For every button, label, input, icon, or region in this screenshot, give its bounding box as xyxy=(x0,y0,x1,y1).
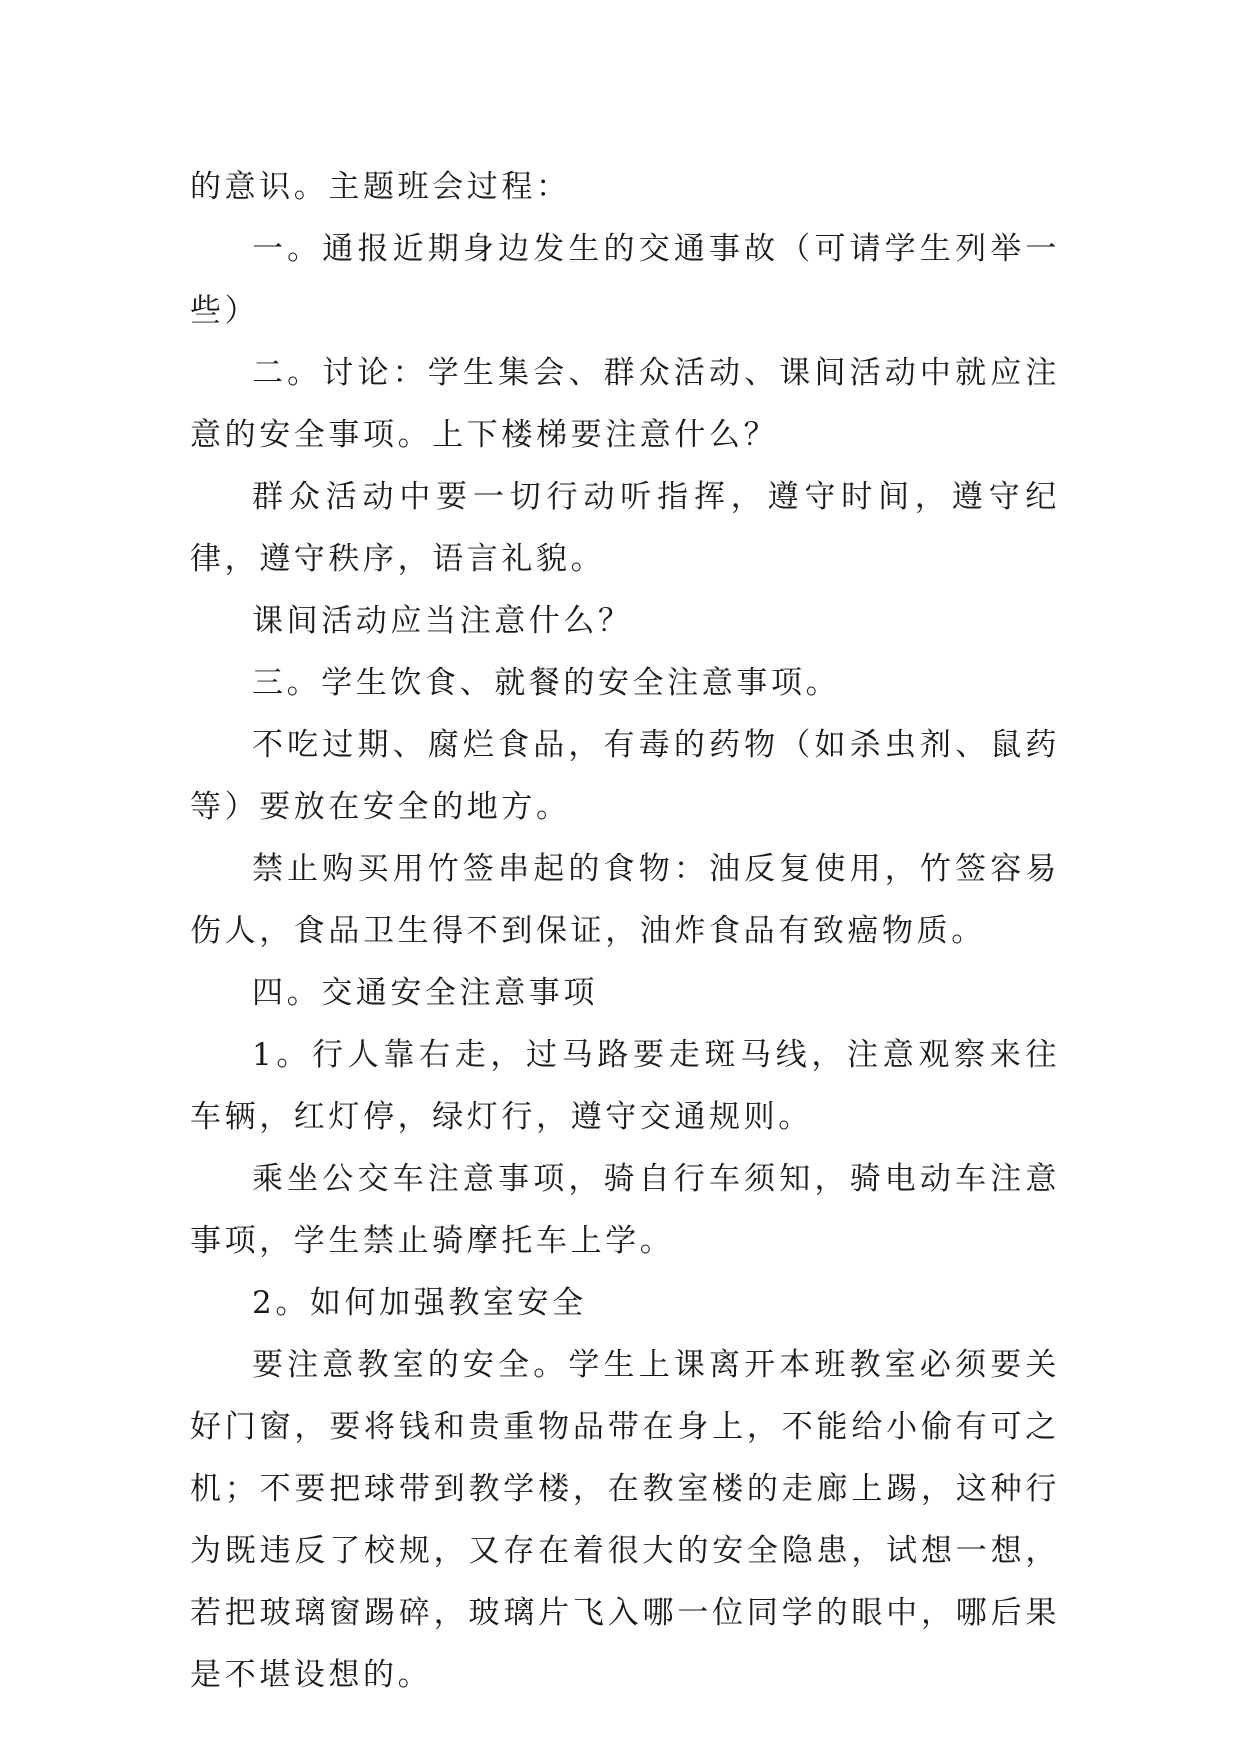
paragraph-item-three: 三。学生饮食、就餐的安全注意事项。 xyxy=(252,665,841,701)
paragraph-item-one: 一。通报近期身边发生的交通事故（可请学生列举一些） xyxy=(190,231,1060,329)
paragraph-classroom-heading: 2。如何加强教室安全 xyxy=(252,1285,587,1321)
paragraph-item-four: 四。交通安全注意事项 xyxy=(252,975,598,1011)
paragraph-classroom-safety: 要注意教室的安全。学生上课离开本班教室必须要关好门窗，要将钱和贵重物品带在身上，不能给小偷有可之机；不要把球带到教学楼，在教室楼的走廊上踢，这种行为既违反了校规，又存在着很大的安全隐患，试想一想，若把玻璃窗踢碎，玻璃片飞入哪一位同学的眼中，哪后果是不堪设想的。 xyxy=(190,1347,1060,1693)
paragraph-food-safety: 不吃过期、腐烂食品，有毒的药物（如杀虫剂、鼠药等）要放在安全的地方。 xyxy=(190,727,1060,825)
paragraph-continuation: 的意识。主题班会过程： xyxy=(190,169,571,205)
paragraph-bamboo-skewers: 禁止购买用竹签串起的食物：油反复使用，竹签容易伤人，食品卫生得不到保证，油炸食品有致癌物质。 xyxy=(190,851,1060,949)
paragraph-break-activities: 课间活动应当注意什么？ xyxy=(252,603,633,639)
document-body xyxy=(190,156,1060,1706)
paragraph-item-two: 二。讨论：学生集会、群众活动、课间活动中就应注意的安全事项。上下楼梯要注意什么？ xyxy=(190,355,1060,453)
paragraph-group-activities: 群众活动中要一切行动听指挥，遵守时间，遵守纪律，遵守秩序，语言礼貌。 xyxy=(190,479,1060,577)
paragraph-pedestrian-rules: 1。行人靠右走，过马路要走斑马线，注意观察来往车辆，红灯停，绿灯行，遵守交通规则。 xyxy=(190,1037,1060,1135)
paragraph-vehicle-rules: 乘坐公交车注意事项，骑自行车须知，骑电动车注意事项，学生禁止骑摩托车上学。 xyxy=(190,1161,1060,1259)
